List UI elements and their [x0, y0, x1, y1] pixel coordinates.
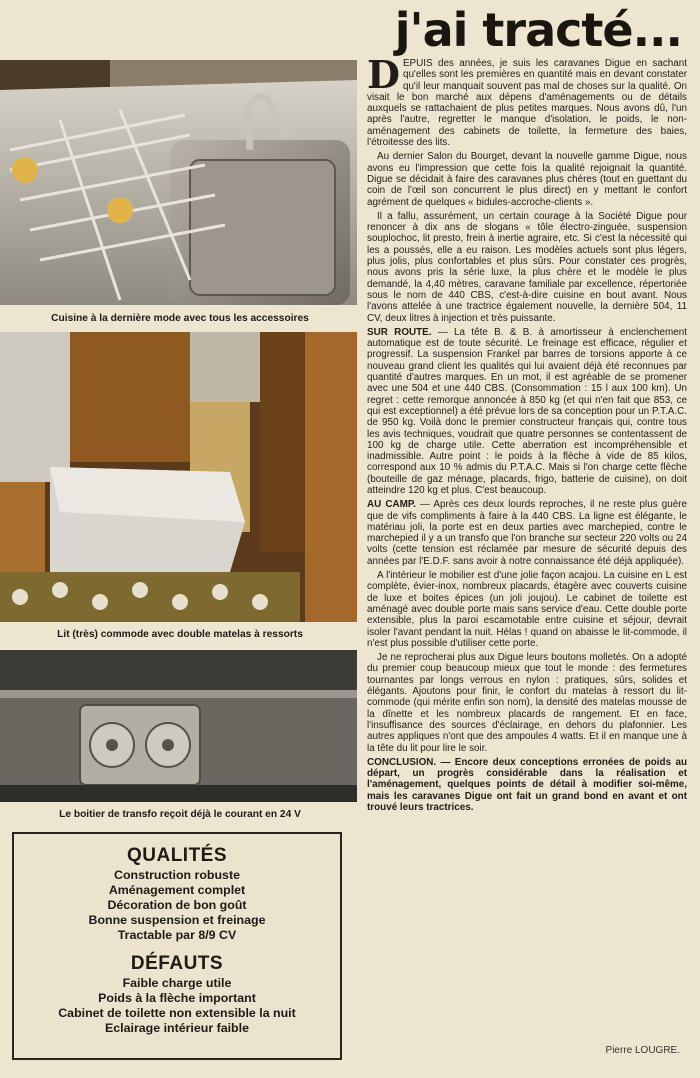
- paragraph-route: [367, 327, 687, 496]
- transfo-caption: Le boitier de transfo reçoit déjà le courant en 24 V: [59, 809, 301, 820]
- paragraph-intro: [367, 52, 687, 149]
- paragraph: Au dernier Salon du Bourget, devant la nouvelle gamme Digue, nous avons eu l'impression que cette fois la qualité rejoignait la quantité. Digue se décidait à faire des caravanes plus chères (tout en guettant du coin de l'œil son concurrent le plus direct) en y mettant le confort agrément de quelques « bidules-accroche-clients ».: [367, 151, 687, 208]
- article-body: [367, 52, 687, 816]
- quality-item: Construction robuste: [114, 868, 240, 882]
- quality-item: Tractable par 8/9 CV: [117, 928, 237, 942]
- defect-item: Faible charge utile: [122, 976, 232, 990]
- paragraph-conclusion: [367, 757, 687, 813]
- paragraph-text: — La tête B. & B. à amortisseur à enclenchement automatique est de toute sécurité. Le freinage est efficace, régulier et progressif. La suspension Frankel par barres de torsions apporte à ce nouveau grand client les qualités qui lui avaient déjà été reconnues par quantité d'autres marques. En un mot, il est agréable de se promener avec une 504 et une 440 CBS. (Consommation : 15 l aux 100 km). Un regret : cette remorque annoncée à 850 kg (et qui n'en fait que 853, ce qui est exceptionnel) a été prévue lors de sa conception pour un P.T.A.C. de 950 kg. Voilà donc le premier constructeur français qui, contre tous les avis techniques, voudrait que quatre personnes se contentassent de 100 kg de charge utile. Cette aberration est incompréhensible et inadmissible. Autre point : le poids à la flèche à vide de 85 kilos, correspond aux 10 % admis du P.T.A.C. Mais si l'on charge cette flèche (bouteille de gaz ménage, placards, frigo, batterie de cuisine), on doit atteindre 120 kg et plus. C'est beaucoup.: [367, 326, 687, 496]
- paragraph-camp: [367, 499, 687, 567]
- defects-heading: DÉFAUTS: [130, 953, 224, 974]
- paragraph: Il a fallu, assurément, un certain courage à la Société Digue pour renoncer à dix ans de slogans « tôle électro-zinguée, suspension souplochoc, lit presto, frein à inertie agraire, etc. Si c'est la nécessité qui les a poussés, elle a eu raison. Les modèles actuels sont plus légers, plus jolis, plus confortables et plus sûrs. Pour constater ces progrès, nous avons pris la série luxe, la plus chère et le modèle le plus demandé, la 4,40 mètres, caravane familiale par excellence, répertoriée sous le nom de 440 CBS, c'est-à-dire cuisine en bout avant. Nous l'avons attelée à une tractrice également nouvelle, la dernière 504, 11 CV, deux litres à injection et très puissante.: [367, 210, 687, 324]
- qualities-defects-box: [12, 832, 342, 1060]
- qualities-heading: QUALITÉS: [126, 845, 228, 866]
- bed-photo: [0, 332, 357, 622]
- drop-cap: D: [367, 52, 400, 97]
- bed-caption: Lit (très) commode avec double matelas à ressorts: [57, 629, 303, 640]
- paragraph: Je ne reprocherai plus aux Digue leurs boutons molletés. On a adopté du premier coup beaucoup mieux que tout le monde : des fermetures tournantes par longs verrous en nylon : pratiques, sûrs, solides et élégants. Ajoutons pour finir, le confort du matelas à ressort du lit-commode (qui mérite enfin son nom), la densité des matelas mousse de la dînette et les nombreux placards de rangement. Et en face, l'insuffisance des sources d'éclairage, en dehors du plafonnier. Les autres appliques n'ont que des ampoules 4 watts. Et il en manque une à la tête du lit pour lire le soir.: [367, 652, 687, 754]
- section-heading-route: SUR ROUTE.: [367, 326, 432, 338]
- defect-item: Eclairage intérieur faible: [105, 1021, 249, 1035]
- author-signature: Pierre LOUGRE.: [605, 1045, 680, 1056]
- section-heading-conclusion: CONCLUSION.: [367, 756, 437, 768]
- qualities-section: [14, 844, 340, 943]
- paragraph-text: — Encore deux conceptions erronées de poids au départ, un progrès considérable dans la réalisation et l'aménagement, quelques points de détail à modifier soi-même, mais les caravanes Digue ont fait un grand bond en avant et ont trouvé leurs tractrices.: [367, 756, 687, 813]
- paragraph-text: EPUIS des années, je suis les caravanes Digue en sachant qu'elles sont les premières en quantité mais en devant constater qu'il leur manquait souvent pas mal de choses sur la qualité. On visait le bon marché aux dépens d'aménagements ou de détails auxquels se rattachaient de plus petites marques. Nous avons dû, l'un après l'autre, regretter le manque d'isolation, le poids, le non-aménagement des cabinets de toilette, la fermeture des baies, l'étroitesse des lits.: [367, 58, 687, 149]
- kitchen-photo: [0, 60, 357, 305]
- defect-item: Poids à la flèche important: [98, 991, 256, 1005]
- quality-item: Décoration de bon goût: [107, 898, 247, 912]
- defect-item: Cabinet de toilette non extensible la nuit: [58, 1006, 296, 1020]
- page-title: j'ai tracté...: [394, 3, 682, 57]
- kitchen-caption: Cuisine à la dernière mode avec tous les accessoires: [51, 313, 309, 324]
- transfo-photo: [0, 650, 357, 802]
- quality-item: Bonne suspension et freinage: [88, 913, 266, 927]
- section-heading-camp: AU CAMP.: [367, 499, 416, 511]
- paragraph: A l'intérieur le mobilier est d'une jolie façon acajou. La cuisine en L est complète, évier-inox, nombreux placards, étagère avec couverts cuisine de luxe et boites épices (un joli joujou). Le cabinet de toilette est aménagé avec double porte mais sans service d'eau. Cette double porte extensible, plus la paroi escamotable entre cuisine et séjour, devrait isoler l'avant pendant la nuit. Hélas ! quand on abaisse le lit-commode, il n'est plus possible d'utiliser cette porte.: [367, 570, 687, 649]
- defects-section: [14, 952, 340, 1036]
- quality-item: Aménagement complet: [108, 883, 246, 897]
- paragraph-text: — Après ces deux lourds reproches, il ne reste plus guère que de vifs compliments à faire à la 440 CBS. La ligne est élégante, le matériau joli, la porte est en deux parties avec marchepied, contre le marchepied il y a un transfo que l'on branche sur secteur 220 volts ou 24 volts (cette tension est réclamée par mesure de sécurité depuis des années par l'E.D.F. sans avoir à notre connaissance été déjà appliquée).: [367, 499, 687, 567]
